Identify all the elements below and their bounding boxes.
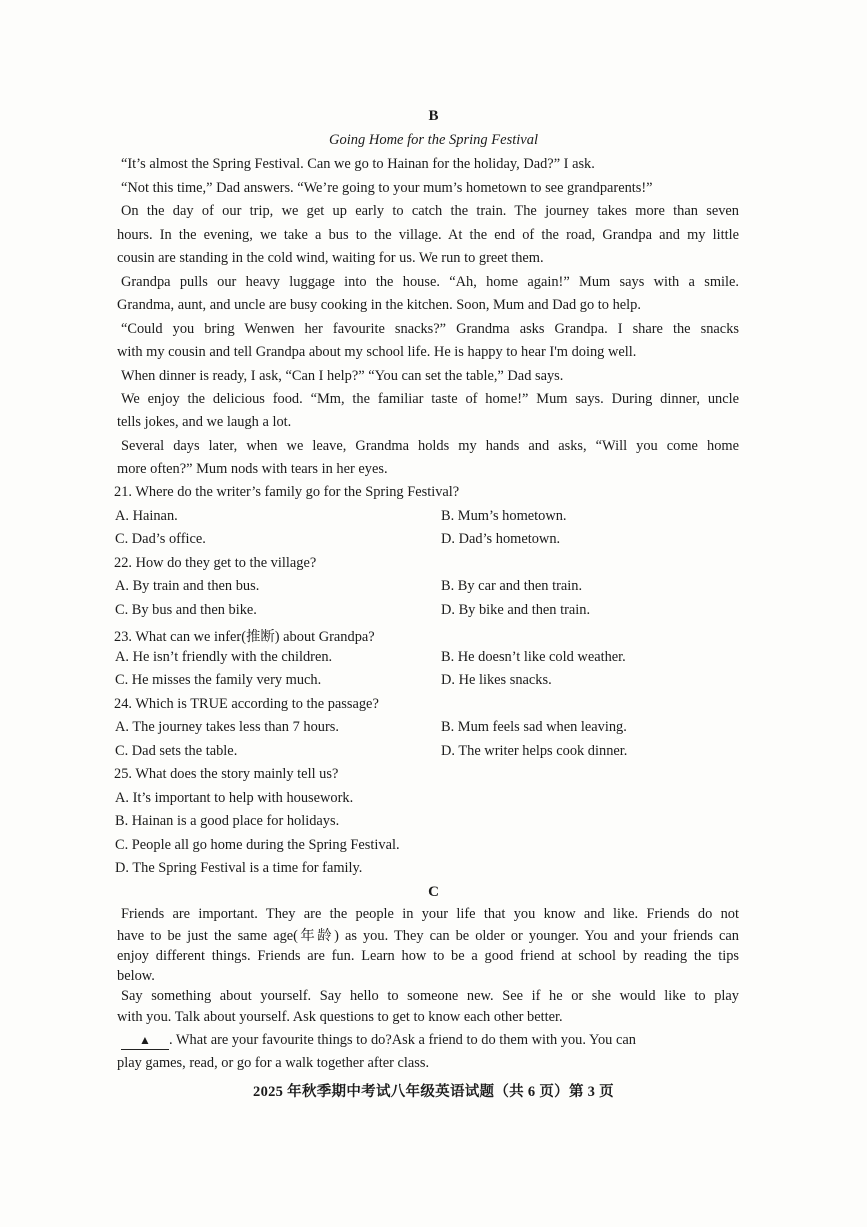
q22-option-b: B. By car and then train. (441, 578, 583, 594)
q24-option-a: A. The journey takes less than 7 hours. (115, 719, 339, 735)
question-24: 24. Which is TRUE according to the passage? (114, 696, 379, 712)
passage-b-line: When dinner is ready, I ask, “Can I help?” “You can set the table,” Dad says. (121, 368, 564, 384)
blank-line-text: . What are your favourite things to do?Ask a friend to do them with you. You can (169, 1032, 636, 1048)
question-25: 25. What does the story mainly tell us? (114, 766, 339, 782)
q21-option-d: D. Dad’s hometown. (441, 531, 561, 547)
q23-option-b: B. He doesn’t like cold weather. (441, 649, 626, 665)
passage-c-line: have to be just the same age(年龄) as you. They can be older or younger. You and your friends can (117, 928, 739, 944)
q22-option-c: C. By bus and then bike. (115, 602, 257, 618)
passage-c-line: enjoy different things. Friends are fun. Learn how to be a good friend at school by reading the tips (117, 948, 739, 964)
passage-b-line: “Could you bring Wenwen her favourite snacks?” Grandma asks Grandpa. I share the snacks (121, 321, 739, 337)
q25-option-d: D. The Spring Festival is a time for family. (115, 860, 363, 876)
q21-option-a: A. Hainan. (115, 508, 178, 524)
passage-b-line: On the day of our trip, we get up early to catch the train. The journey takes more than seven (121, 203, 739, 219)
passage-b-line: We enjoy the delicious food. “Mm, the familiar taste of home!” Mum says. During dinner, uncle (121, 391, 739, 407)
q25-option-c: C. People all go home during the Spring Festival. (115, 837, 400, 853)
passage-b-line: cousin are standing in the cold wind, waiting for us. We run to greet them. (117, 250, 544, 266)
passage-b-line: with my cousin and tell Grandpa about my school life. He is happy to hear I'm doing well. (117, 344, 637, 360)
passage-b-title: Going Home for the Spring Festival (328, 132, 539, 148)
question-21: 21. Where do the writer’s family go for the Spring Festival? (114, 484, 460, 500)
q23-option-c: C. He misses the family very much. (115, 672, 322, 688)
passage-c-line: Say something about yourself. Say hello to someone new. See if he or she would like to play (121, 988, 739, 1004)
q23-option-d: D. He likes snacks. (441, 672, 552, 688)
q25-option-a: A. It’s important to help with housework. (115, 790, 354, 806)
passage-b-line: Grandpa pulls our heavy luggage into the house. “Ah, home again!” Mum says with a smile. (121, 274, 739, 290)
passage-c-line: below. (117, 968, 155, 984)
section-b-heading: B (428, 108, 439, 124)
answer-blank[interactable] (121, 1031, 169, 1050)
q21-option-c: C. Dad’s office. (115, 531, 206, 547)
passage-c-line: play games, read, or go for a walk together after class. (117, 1055, 430, 1071)
triangle-icon: ▲ (139, 1033, 151, 1047)
question-22: 22. How do they get to the village? (114, 555, 317, 571)
passage-b-line: Grandma, aunt, and uncle are busy cooking in the kitchen. Soon, Mum and Dad go to help. (117, 297, 641, 313)
page-footer: 2025 年秋季期中考试八年级英语试题（共 6 页）第 3 页 (253, 1084, 614, 1100)
passage-b-line: hours. In the evening, we take a bus to the village. At the end of the road, Grandpa and my little (117, 227, 739, 243)
passage-c-line: with you. Talk about yourself. Ask questions to get to know each other better. (117, 1009, 563, 1025)
section-c-heading: C (428, 884, 439, 900)
passage-c-blank-line (121, 1031, 739, 1050)
passage-c-line: Friends are important. They are the people in your life that you know and like. Friends do not (121, 906, 739, 922)
q21-option-b: B. Mum’s hometown. (441, 508, 567, 524)
passage-b-line: “Not this time,” Dad answers. “We’re going to your mum’s hometown to see grandparents!” (121, 180, 653, 196)
q22-option-a: A. By train and then bus. (115, 578, 260, 594)
q22-option-d: D. By bike and then train. (441, 602, 591, 618)
passage-b-line: Several days later, when we leave, Grandma holds my hands and asks, “Will you come home (121, 438, 739, 454)
q23-option-a: A. He isn’t friendly with the children. (115, 649, 333, 665)
passage-b-line: more often?” Mum nods with tears in her eyes. (117, 461, 388, 477)
passage-b-line: “It’s almost the Spring Festival. Can we go to Hainan for the holiday, Dad?” I ask. (121, 156, 595, 172)
question-23: 23. What can we infer(推断) about Grandpa? (114, 629, 375, 645)
q24-option-b: B. Mum feels sad when leaving. (441, 719, 627, 735)
q24-option-c: C. Dad sets the table. (115, 743, 238, 759)
q25-option-b: B. Hainan is a good place for holidays. (115, 813, 340, 829)
passage-b-line: tells jokes, and we laugh a lot. (117, 414, 292, 430)
q24-option-d: D. The writer helps cook dinner. (441, 743, 628, 759)
